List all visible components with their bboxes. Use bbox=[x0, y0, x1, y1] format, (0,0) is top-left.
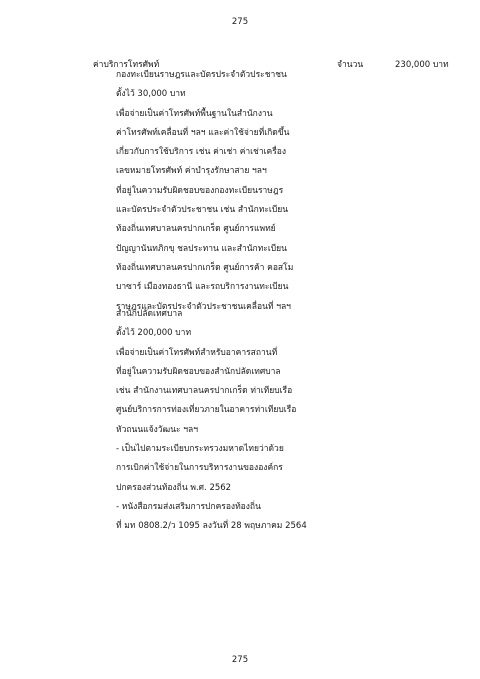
item-title: ค่าบริการโทรศัพท์ bbox=[93, 60, 160, 70]
text-line: - หนังสือกรมส่งเสริมการปกครองท้องถิ่น bbox=[116, 501, 261, 512]
text-line: ท้องถิ่นเทศบาลนครปากเกร็ด ศูนย์การค้า คอสโม bbox=[116, 262, 294, 273]
text-line: กองทะเบียนราษฎรและบัตรประจำตัวประชาชน bbox=[116, 70, 287, 80]
page-number-top: 275 bbox=[231, 17, 249, 27]
text-line: หัวถนนแจ้งวัฒนะ ฯลฯ bbox=[116, 424, 199, 435]
text-line: บาซาร์ เมืองทองธานี และรถบริการงานทะเบียน bbox=[116, 282, 289, 293]
text-line: เพื่อจ่ายเป็นค่าโทรศัพท์พื้นฐานในสำนักงาน bbox=[116, 108, 273, 119]
page-number-bottom: 275 bbox=[231, 655, 249, 665]
amount-label: จำนวน bbox=[337, 60, 364, 70]
amount-value: 230,000 บาท bbox=[395, 60, 449, 70]
text-line: ปกครองส่วนท้องถิ่น พ.ศ. 2562 bbox=[116, 482, 232, 493]
text-line: ตั้งไว้ 200,000 บาท bbox=[116, 328, 192, 339]
text-line: ตั้งไว้ 30,000 บาท bbox=[116, 89, 186, 100]
text-line: เพื่อจ่ายเป็นค่าโทรศัพท์สำหรับอาคารสถานที่ bbox=[116, 347, 278, 358]
text-line: ที่อยู่ในความรับผิดชอบของสำนักปลัดเทศบาล bbox=[116, 366, 281, 377]
text-line: เกี่ยวกับการใช้บริการ เช่น ค่าเช่า ค่าเช่าเครื่อง bbox=[116, 147, 287, 158]
text-line: ที่อยู่ในความรับผิดชอบของกองทะเบียนราษฎร bbox=[116, 185, 284, 196]
text-line: การเบิกค่าใช้จ่ายในการบริหารงานขององค์กร bbox=[116, 463, 283, 474]
text-line: ที่ มท 0808.2/ว 1095 ลงวันที่ 28 พฤษภาคม 2564 bbox=[116, 521, 307, 532]
registration-division-block bbox=[116, 66, 366, 317]
text-line: - เป็นไปตามระเบียบกระทรวงมหาดไทยว่าด้วย bbox=[116, 444, 284, 455]
text-line: เลขหมายโทรศัพท์ ค่าบำรุงรักษาสาย ฯลฯ bbox=[116, 166, 267, 177]
text-line: ราษฎรและบัตรประจำตัวประชาชนเคลื่อนที่ ฯลฯ bbox=[116, 301, 291, 312]
text-line: สำนักปลัดเทศบาล bbox=[116, 309, 183, 319]
text-line: ท้องถิ่นเทศบาลนครปากเกร็ด ศูนย์การแพทย์ bbox=[116, 224, 276, 235]
text-line: ค่าโทรศัพท์เคลื่อนที่ ฯลฯ และค่าใช้จ่ายที่เกิดขึ้น bbox=[116, 127, 290, 138]
municipal-clerk-office-block bbox=[116, 305, 366, 537]
text-line: เช่น สำนักงานเทศบาลนครปากเกร็ด ท่าเทียบเรือ bbox=[116, 386, 293, 397]
text-line: และบัตรประจำตัวประชาชน เช่น สำนักทะเบียน bbox=[116, 205, 289, 216]
text-line: ศูนย์บริการการท่องเที่ยวภายในอาคารท่าเทียบเรือ bbox=[116, 405, 297, 416]
text-line: ปัญญานันทภิกขุ ชลประทาน และสำนักทะเบียน bbox=[116, 243, 287, 254]
